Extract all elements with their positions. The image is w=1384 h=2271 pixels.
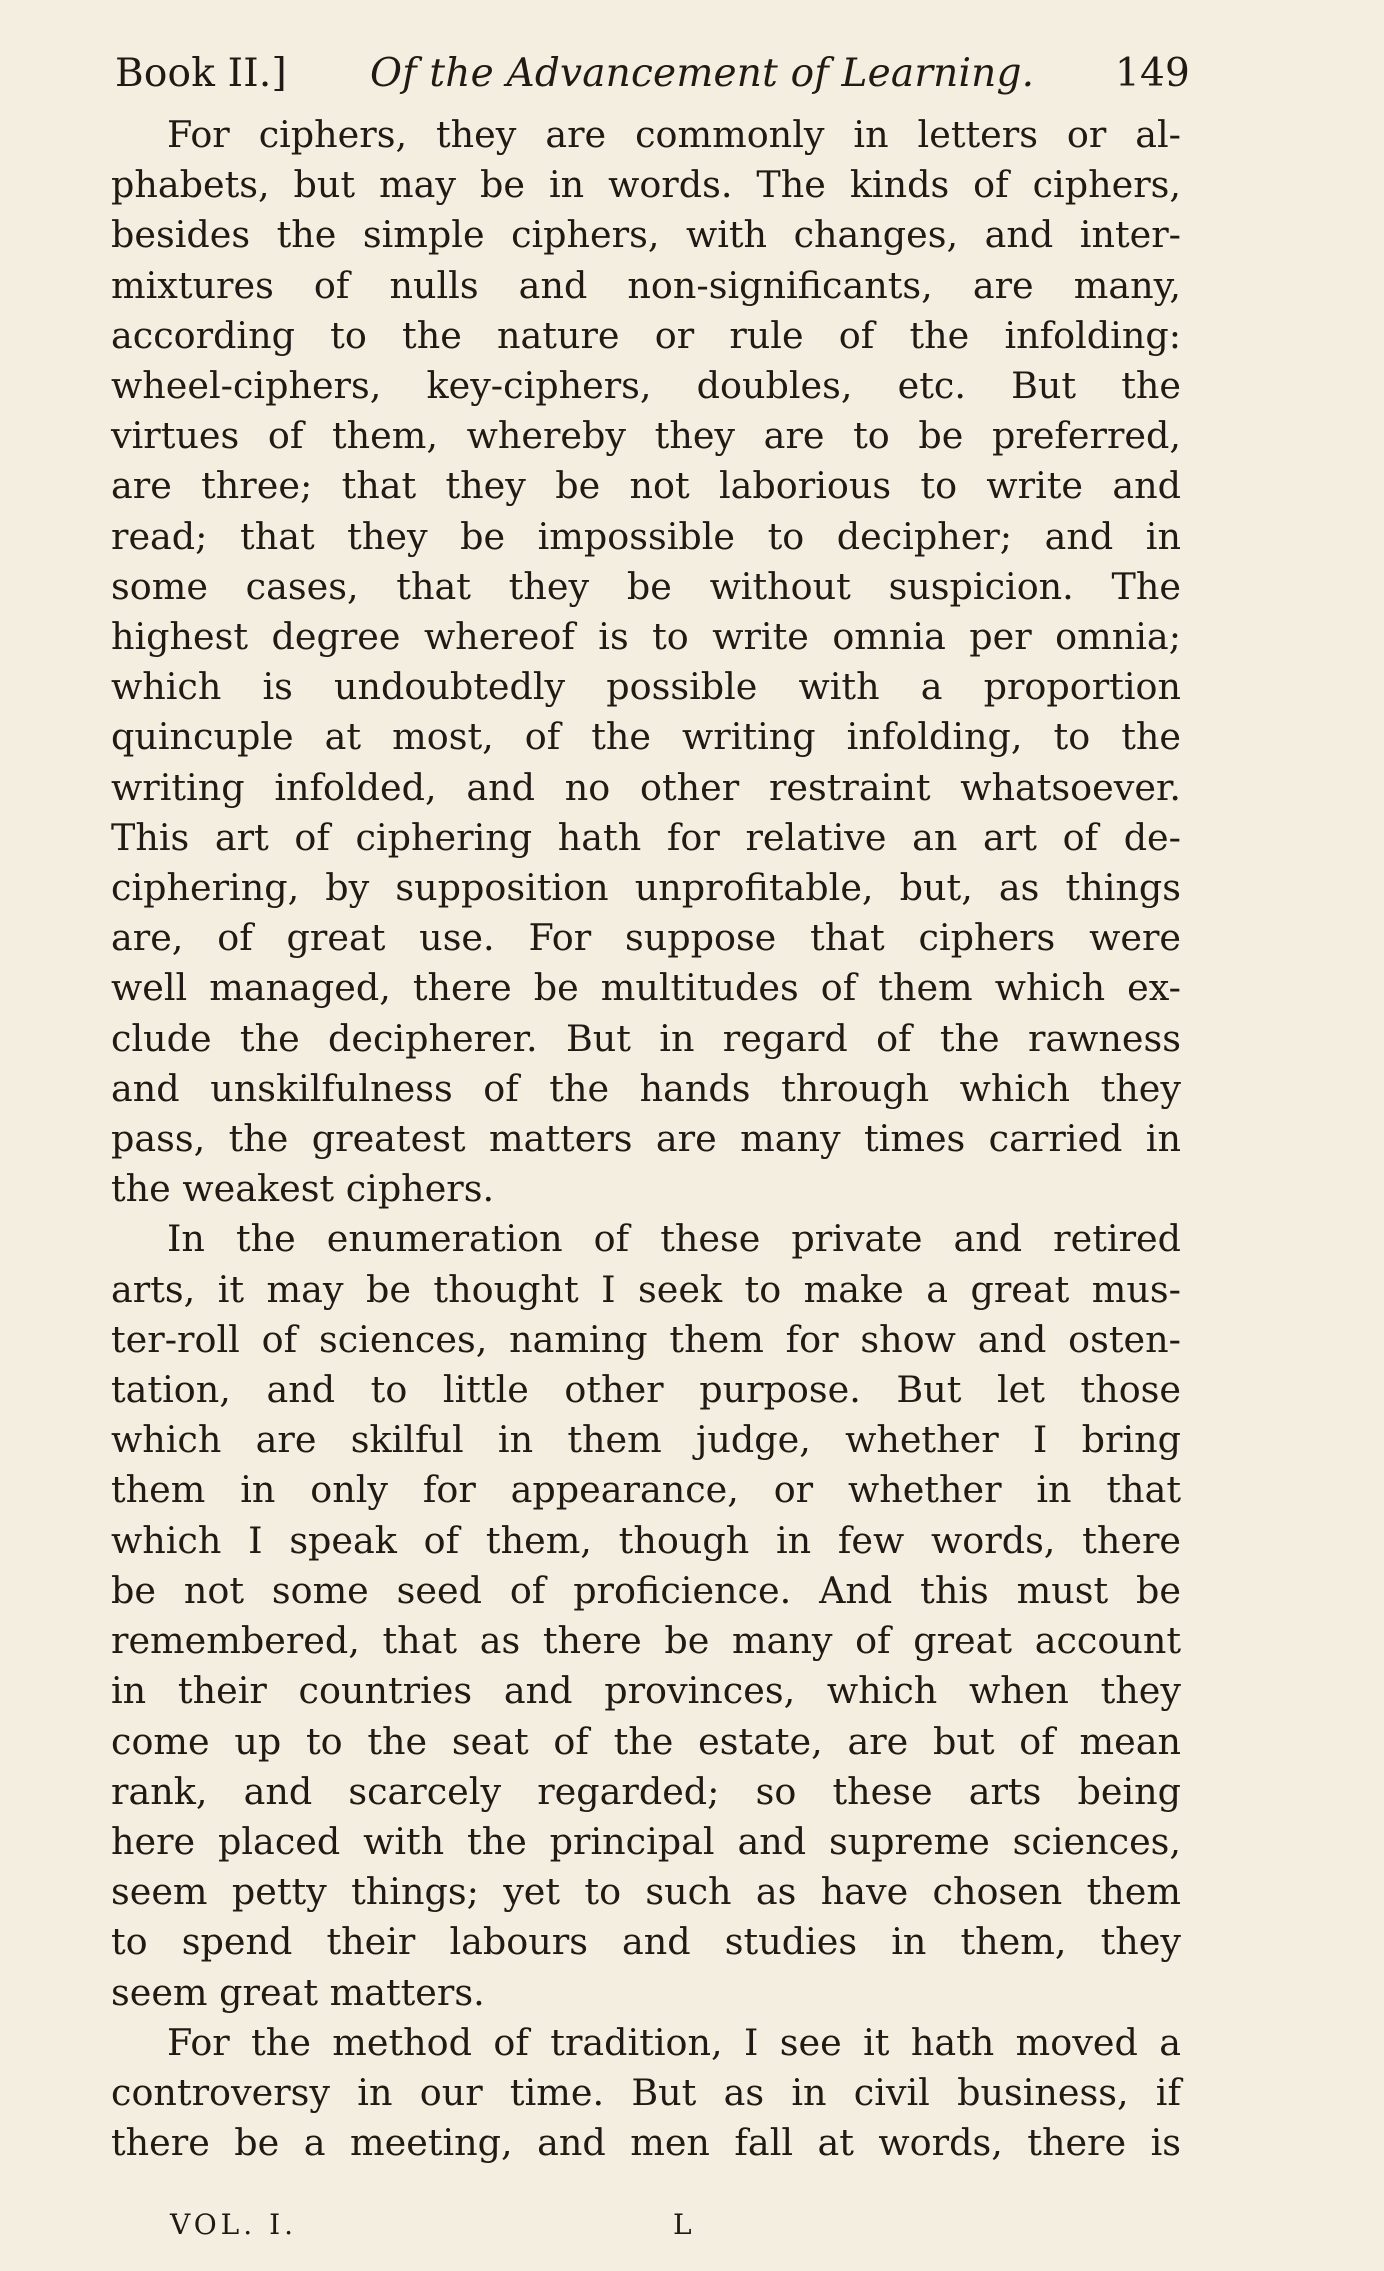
text-line: wheel-ciphers, key-ciphers, doubles, etc. But the (111, 364, 1181, 408)
text-line: which is undoubtedly possible with a proportion (111, 665, 1181, 709)
text-line: there be a meeting, and men fall at words, there is (111, 2121, 1181, 2165)
running-title: Of the Advancement of Learning. (370, 51, 1035, 96)
text-line: well managed, there be multitudes of them which ex- (111, 966, 1181, 1010)
text-line: ciphering, by supposition unprofitable, but, as things (111, 866, 1181, 910)
text-line: arts, it may be thought I seek to make a great mus- (111, 1267, 1181, 1311)
text-line: some cases, that they be without suspicion. The (111, 564, 1181, 608)
text-line: the weakest ciphers. (111, 1167, 495, 1211)
text-line: quincuple at most, of the writing infolding, to the (111, 715, 1181, 759)
text-line: highest degree whereof is to write omnia per omnia; (111, 615, 1181, 659)
text-line: read; that they be impossible to decipher; and in (111, 514, 1181, 558)
text-line: phabets, but may be in words. The kinds of ciphers, (111, 163, 1181, 207)
text-line: This art of ciphering hath for relative an art of de- (111, 815, 1181, 859)
text-line: which I speak of them, though in few words, there (111, 1518, 1181, 1562)
running-header (115, 38, 1190, 110)
text-line: mixtures of nulls and non-significants, are many, (111, 263, 1181, 307)
text-line: come up to the seat of the estate, are but of mean (111, 1719, 1181, 1763)
text-line: are three; that they be not laborious to write and (111, 464, 1181, 508)
text-line: tation, and to little other purpose. But let those (111, 1368, 1181, 1412)
text-line: are, of great use. For suppose that ciphers were (111, 916, 1181, 960)
text-line: them in only for appearance, or whether in that (111, 1468, 1181, 1512)
text-line: rank, and scarcely regarded; so these arts being (111, 1769, 1181, 1813)
text-line: For ciphers, they are commonly in letters or al- (167, 113, 1181, 156)
text-line: here placed with the principal and supreme sciences, (111, 1819, 1181, 1863)
text-line: ter-roll of sciences, naming them for show and osten- (111, 1317, 1181, 1361)
signature-mark: L (673, 2208, 696, 2241)
text-line: besides the simple ciphers, with changes, and inter- (111, 213, 1181, 257)
text-line: writing infolded, and no other restraint whatsoever. (111, 765, 1181, 809)
text-line: and unskilfulness of the hands through which they (111, 1066, 1181, 1110)
text-line: In the enumeration of these private and retired (167, 1217, 1181, 1261)
volume-label: VOL. I. (170, 2208, 298, 2241)
page-number: 149 (1114, 51, 1190, 96)
book-section-label: Book II.] (115, 51, 287, 96)
text-line: which are skilful in them judge, whether I bring (111, 1418, 1181, 1462)
text-line: seem great matters. (111, 1970, 485, 2014)
text-line: clude the decipherer. But in regard of the rawness (111, 1016, 1181, 1060)
text-line: in their countries and provinces, which when they (111, 1669, 1181, 1713)
text-line: For the method of tradition, I see it hath moved a (167, 2020, 1181, 2064)
text-line: pass, the greatest matters are many times carried in (111, 1117, 1181, 1161)
text-line: according to the nature or rule of the infolding: (111, 313, 1181, 357)
text-line: virtues of them, whereby they are to be preferred, (111, 414, 1181, 458)
text-line: to spend their labours and studies in them, they (111, 1920, 1181, 1964)
body-text (111, 110, 1181, 2168)
text-line: controversy in our time. But as in civil business, if (111, 2070, 1181, 2114)
text-line: seem petty things; yet to such as have chosen them (111, 1870, 1181, 1914)
text-line: remembered, that as there be many of great account (111, 1619, 1181, 1663)
text-line: be not some seed of proficience. And this must be (111, 1568, 1181, 1612)
page-footer (170, 2205, 970, 2245)
